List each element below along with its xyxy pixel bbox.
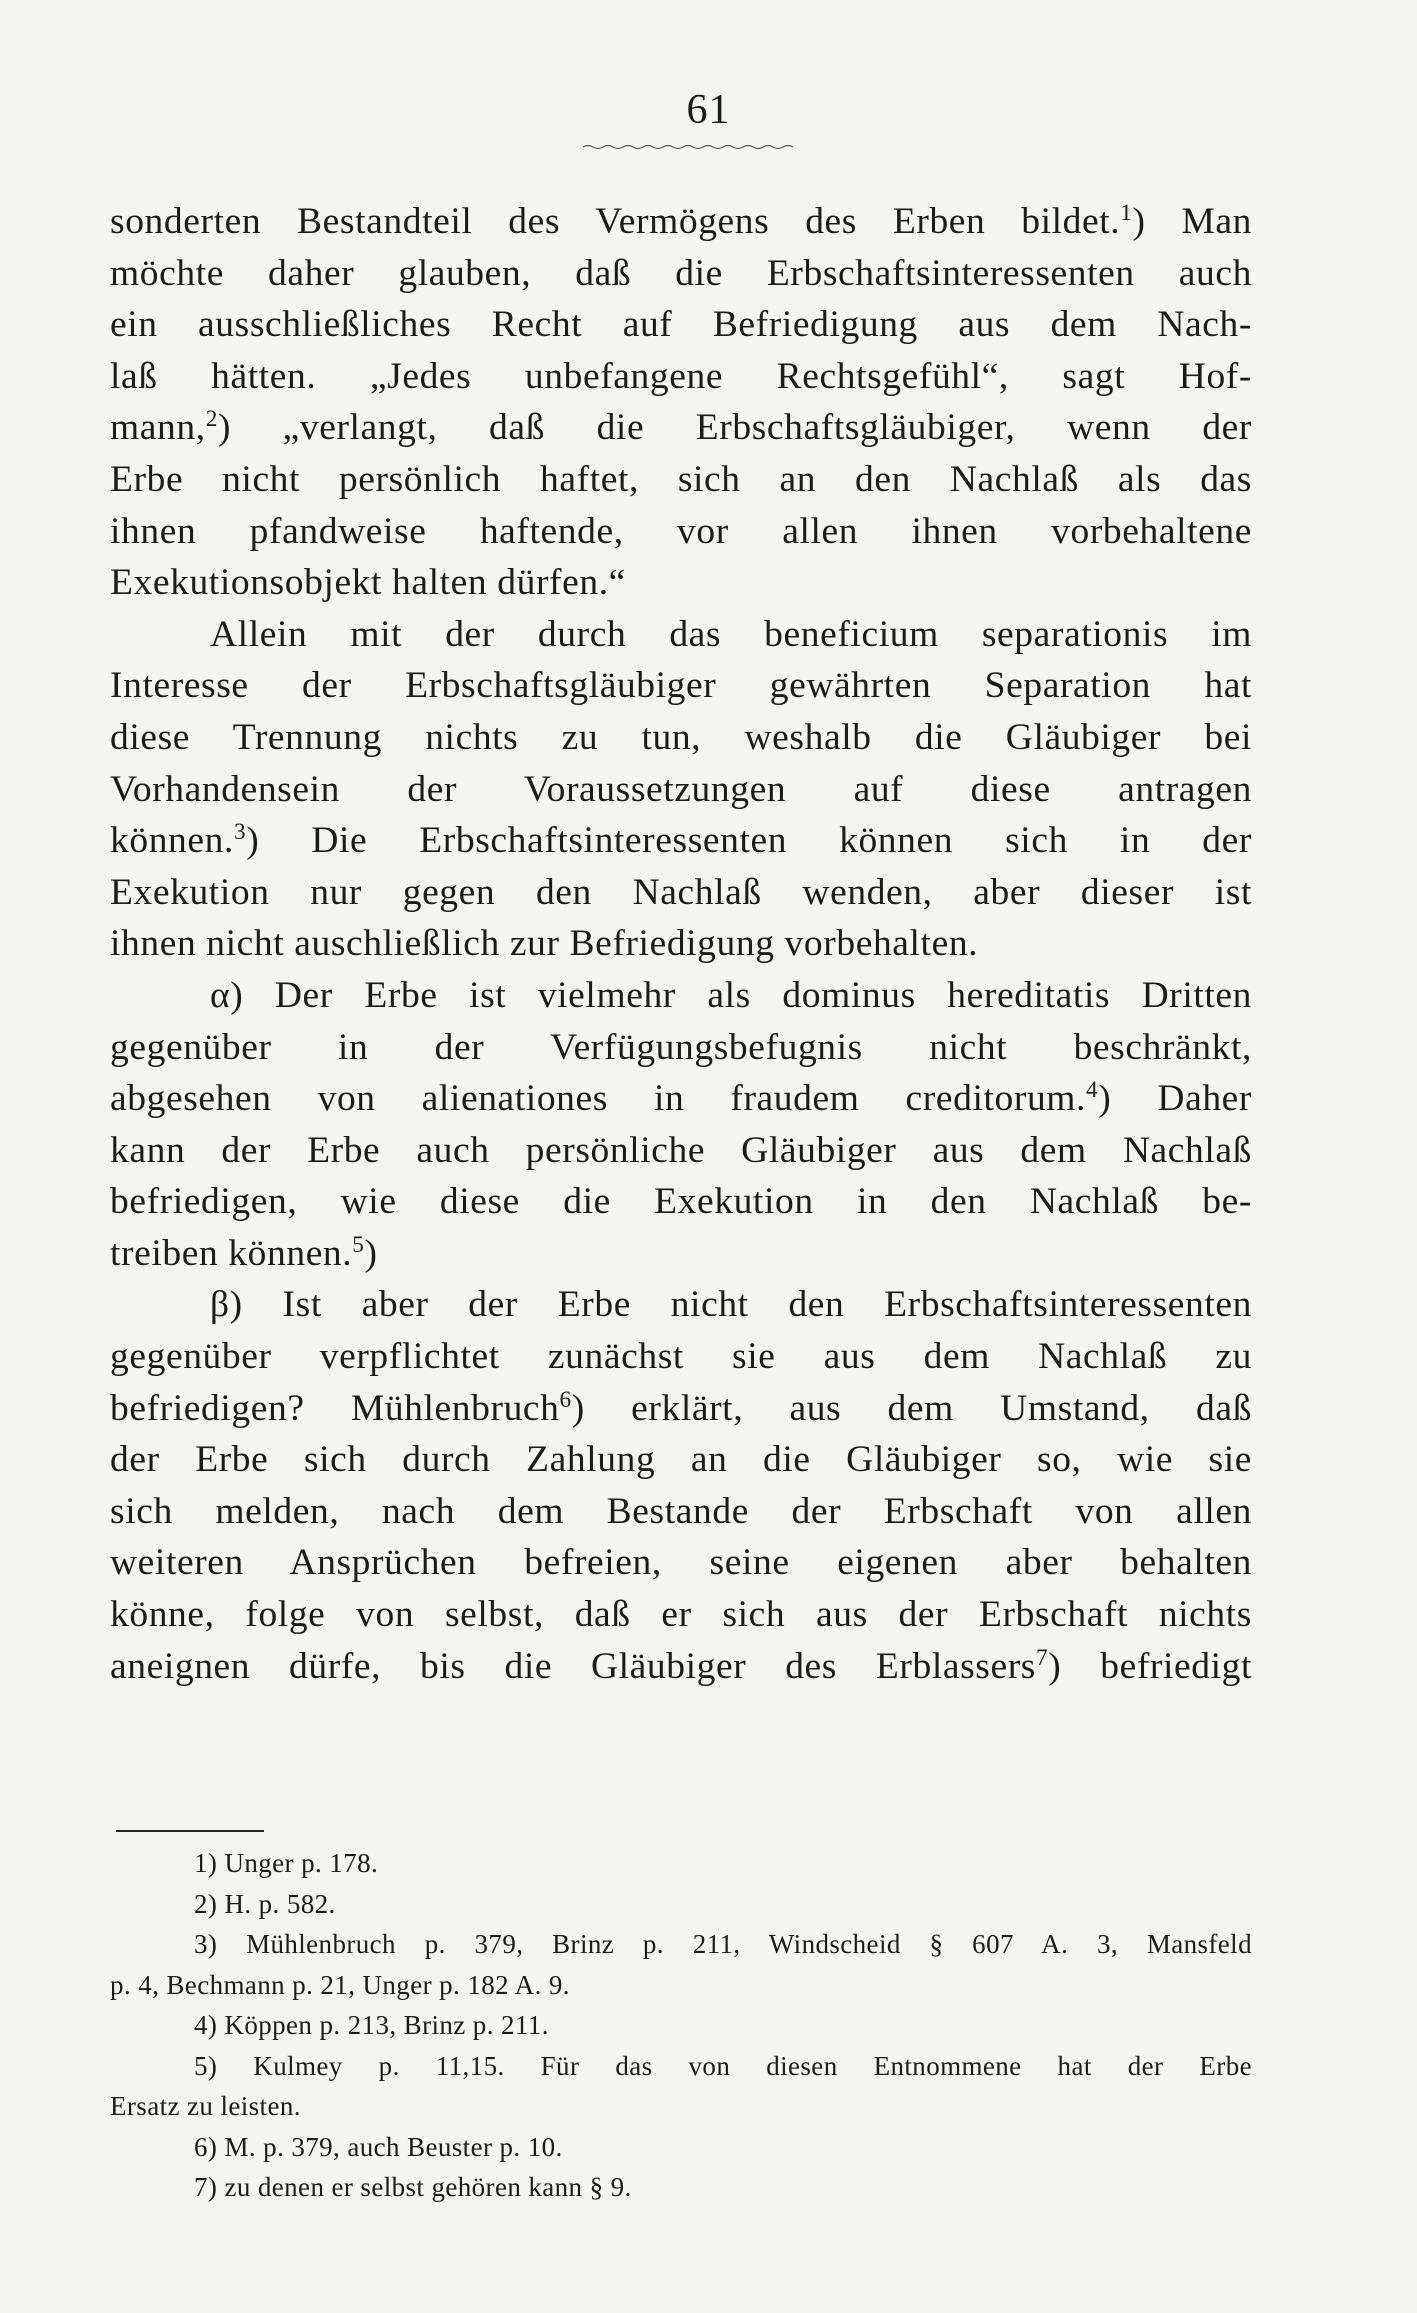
text-line: können.$^3$) Die Erbschaftsinteressenten können sich in der [110,819,1252,862]
text-line: ihnen nicht auschließlich zur Befriedigung vorbehalten. [110,923,979,965]
text-line: β) Ist aber der Erbe nicht den Erbschaftsinteressenten [210,1284,1252,1326]
text-line: abgesehen von alienationes in fraudem creditorum.$^4$) Daher [110,1077,1253,1120]
body-text [110,196,1252,1692]
footnote: 7) zu denen er selbst gehören kann § 9. [194,2172,632,2202]
footnote-ref: 7 [1036,1644,1049,1671]
footnote: 4) Köppen p. 213, Brinz p. 211. [194,2010,549,2040]
footnote: 3) Mühlenbruch p. 379, Brinz p. 211, Windscheid § 607 A. 3, Mansfeld [194,1929,1252,1959]
footnote: 5) Kulmey p. 11,15. Für das von diesen Entnommene hat der Erbe [194,2050,1252,2081]
text-line: α) Der Erbe ist vielmehr als dominus hereditatis Dritten [210,974,1252,1016]
footnote-ref: 3 [233,819,247,846]
text-line: Allein mit der durch das beneficium separationis im [210,613,1252,655]
text-line: sich melden, nach dem Bestande der Erbschaft von allen [110,1490,1252,1532]
footnote: 2) H. p. 582. [194,1888,336,1919]
text-line: Erbe nicht persönlich haftet, sich an den Nachlaß als das [110,458,1252,500]
footnote: 1) Unger p. 178. [194,1848,379,1878]
footnote-ref: 5 [352,1232,365,1259]
footnote-continuation: Ersatz zu leisten. [110,2091,301,2121]
text-line: Interesse der Erbschaftsgläubiger gewährten Separation hat [110,665,1252,707]
header-ornament [583,144,797,150]
text-line: ihnen pfandweise haftende, vor allen ihnen vorbehaltene [110,510,1252,552]
text-line: gegenüber in der Verfügungsbefugnis nicht beschränkt, [110,1026,1252,1068]
text-line: gegenüber verpflichtet zunächst sie aus dem Nachlaß zu [110,1336,1252,1378]
footnote-ref: 6 [559,1386,572,1413]
footnote-ref: 4 [1086,1077,1099,1104]
text-line: könne, folge von selbst, daß er sich aus der Erbschaft nichts [110,1594,1252,1636]
text-line: befriedigen, wie diese die Exekution in den Nachlaß be- [110,1181,1252,1223]
page-number: 61 [686,87,731,133]
text-line: ein ausschließliches Recht auf Befriedigung aus dem Nach- [110,304,1252,346]
footnote-rule [116,1830,264,1832]
text-line: Vorhandensein der Voraussetzungen auf diese antragen [110,768,1252,810]
text-line: weiteren Ansprüchen befreien, seine eigenen aber behalten [110,1542,1252,1584]
text-line: möchte daher glauben, daß die Erbschaftsinteressenten auch [110,252,1252,294]
text-line: laß hätten. „Jedes unbefangene Rechtsgefühl“, sagt Hof- [110,355,1252,397]
text-line: diese Trennung nichts zu tun, weshalb die Gläubiger bei [110,716,1252,758]
text-line: befriedigen? Mühlenbruch$^6$) erklärt, aus dem Umstand, daß [110,1386,1252,1429]
footnote-continuation: p. 4, Bechmann p. 21, Unger p. 182 A. 9. [110,1969,570,2000]
text-line: mann,$^2$) „verlangt, daß die Erbschaftsgläubiger, wenn der [110,406,1252,449]
text-line: treiben können.$^5$) [110,1232,378,1274]
text-line: Exekution nur gegen den Nachlaß wenden, aber dieser ist [110,871,1252,913]
footnotes [110,1843,1252,2208]
text-line: aneignen dürfe, bis die Gläubiger des Erblassers$^7$) befriedigt [110,1644,1252,1687]
text-line: sonderten Bestandteil des Vermögens des Erben bildet.$^1$) Man [110,200,1252,242]
text-line: der Erbe sich durch Zahlung an die Gläubiger so, wie sie [110,1439,1252,1481]
text-line: Exekutionsobjekt halten dürfen.“ [110,562,626,604]
footnote: 6) M. p. 379, auch Beuster p. 10. [194,2131,563,2162]
footnote-ref: 1 [1120,200,1133,227]
footnote-ref: 2 [205,406,218,433]
text-line: kann der Erbe auch persönliche Gläubiger aus dem Nachlaß [110,1129,1252,1171]
